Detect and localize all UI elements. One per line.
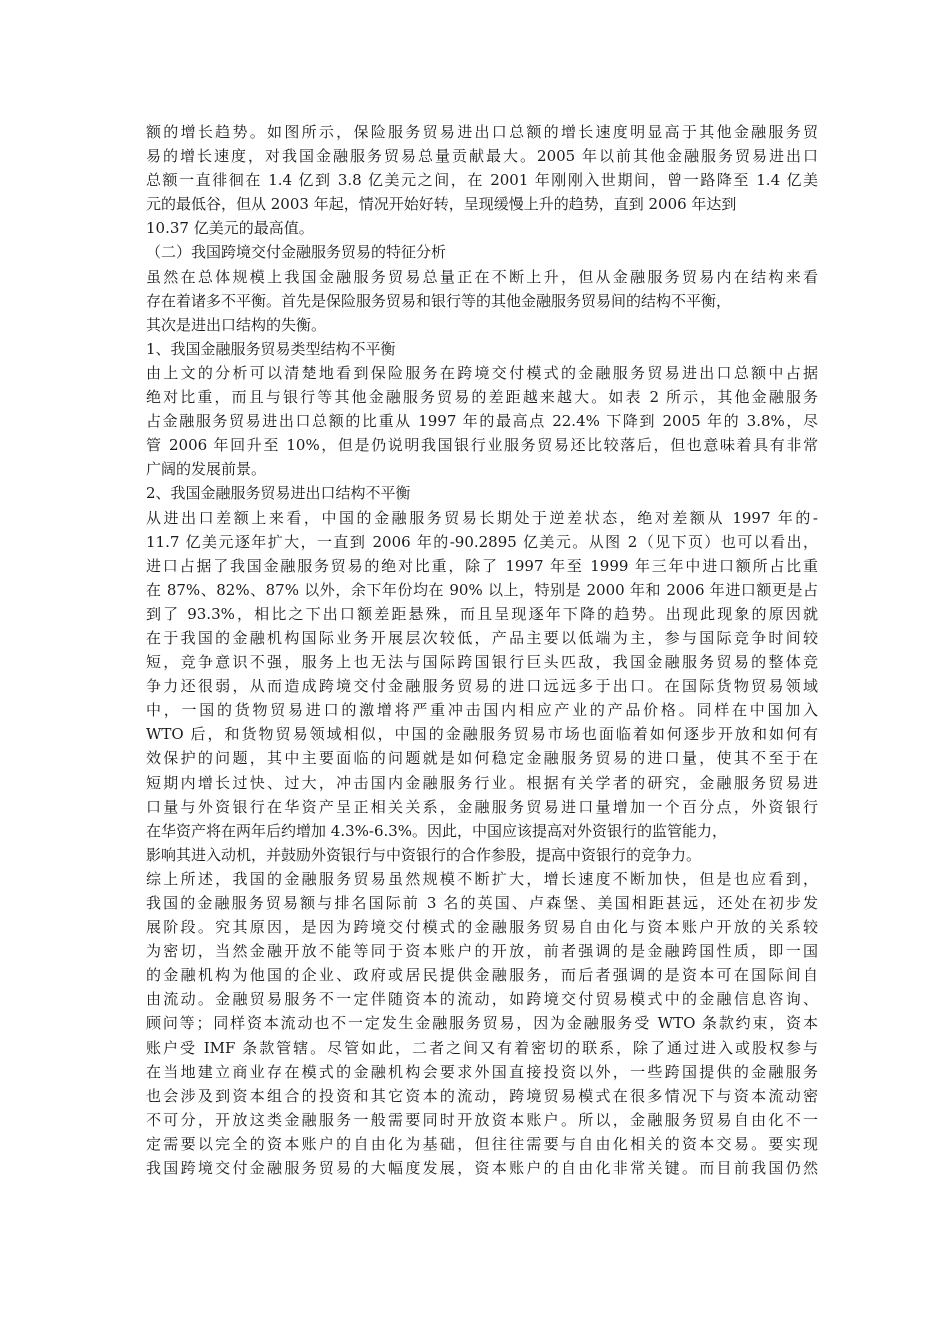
text-line: 账户受 IMF 条款管辖。尽管如此，二者之间又有着密切的联系，除了通过进入或股权参与 bbox=[146, 1038, 818, 1057]
text-line: 在于我国的金融机构国际业务开展层次较低，产品主要以低端为主，参与国际竞争时间较 bbox=[146, 628, 818, 647]
text-line: 绝对比重，而且与银行等其他金融服务贸易的差距越来越大。如表 2 所示，其他金融服务 bbox=[146, 388, 818, 407]
text-line: 在华资产将在两年后约增加 4.3%-6.3%。因此，中国应该提高对外资银行的监管能力， bbox=[146, 821, 728, 840]
text-line: 进口占据了我国金融服务贸易的绝对比重，除了 1997 年至 1999 年三年中进口额所占比重 bbox=[146, 556, 818, 575]
text-line: 不可分，开放这类金融服务一般需要同时开放资本账户。所以，金融服务贸易自由化不一 bbox=[146, 1110, 818, 1129]
text-line: 综上所述，我国的金融服务贸易虽然规模不断扩大，增长速度不断加快，但是也应看到， bbox=[146, 869, 818, 888]
text-line: 在 87%、82%、87% 以外，余下年份均在 90% 以上，特别是 2000 年和 2006 年进口额更是占 bbox=[146, 580, 818, 599]
text-line: 口量与外资银行在华资产呈正相关关系，金融服务贸易进口量增加一个百分点，外资银行 bbox=[146, 797, 818, 816]
text-line: 由流动。金融贸易服务不一定伴随资本的流动，如跨境交付贸易模式中的金融信息咨询、 bbox=[146, 990, 818, 1009]
subsection-heading: 2、我国金融服务贸易进出口结构不平衡 bbox=[146, 484, 411, 503]
text-line: 顾问等；同样资本流动也不一定发生金融服务贸易，因为金融服务受 WTO 条款约束，资本 bbox=[146, 1014, 818, 1033]
text-line: 占金融服务贸易进出口总额的比重从 1997 年的最高点 22.4% 下降到 2005 年的 3.8%，尽 bbox=[146, 412, 818, 431]
text-line: 短，竞争意识不强，服务上也无法与国际跨国银行巨头匹敌，我国金融服务贸易的整体竞 bbox=[146, 653, 818, 672]
text-line: 额的增长趋势。如图所示，保险服务贸易进出口总额的增长速度明显高于其他金融服务贸 bbox=[146, 123, 818, 141]
section-heading: （二）我国跨境交付金融服务贸易的特征分析 bbox=[146, 243, 447, 262]
text-line: 易的增长速度，对我国金融服务贸易总量贡献最大。2005 年以前其他金融服务贸易进出口 bbox=[146, 147, 818, 166]
text-line: 定需要以完全的资本账户的自由化为基础，但往往需要与自由化相关的资本交易。要实现 bbox=[146, 1134, 818, 1153]
text-line: 短期内增长过快、过大，冲击国内金融服务行业。根据有关学者的研究，金融服务贸易进 bbox=[146, 773, 818, 792]
text-line: 11.7 亿美元逐年扩大，一直到 2006 年的-90.2895 亿美元。从图 2（见下页）也可以看出， bbox=[146, 532, 818, 551]
text-line: 广阔的发展前景。 bbox=[146, 460, 267, 479]
text-line: WTO 后，和货物贸易领域相似，中国的金融服务贸易市场也面临着如何逐步开放和如何有 bbox=[146, 725, 818, 744]
text-line: 由上文的分析可以清楚地看到保险服务在跨境交付模式的金融服务贸易进出口总额中占据 bbox=[146, 363, 818, 382]
text-line: 也会涉及到资本组合的投资和其它资本的流动，跨境贸易模式在很多情况下与资本流动密 bbox=[146, 1086, 818, 1105]
text-line: 元的最低谷，但从 2003 年起，情况开始好转，呈现缓慢上升的趋势，直到 2006 年达到 bbox=[146, 195, 737, 214]
text-line: 效保护的问题，其中主要面临的问题就是如何稳定金融服务贸易的进口量，使其不至于在 bbox=[146, 749, 818, 768]
text-line: 展阶段。究其原因，是因为跨境交付模式的金融服务贸易自由化与资本账户开放的关系较 bbox=[146, 918, 818, 937]
text-line: 中，一国的货物贸易进口的激增将严重冲击国内相应产业的产品价格。同样在中国加入 bbox=[146, 701, 818, 720]
text-line: 总额一直徘徊在 1.4 亿到 3.8 亿美元之间，在 2001 年刚刚入世期间，曾一路降至 1.4 亿美 bbox=[146, 171, 818, 190]
text-line: 我国跨境交付金融服务贸易的大幅度发展，资本账户的自由化非常关键。而目前我国仍然 bbox=[146, 1159, 818, 1178]
subsection-heading: 1、我国金融服务贸易类型结构不平衡 bbox=[146, 339, 396, 358]
text-line: 在当地建立商业存在模式的金融机构会要求外国直接投资以外，一些跨国提供的金融服务 bbox=[146, 1062, 818, 1081]
text-line: 10.37 亿美元的最高值。 bbox=[146, 219, 314, 238]
text-line: 存在着诸多不平衡。首先是保险服务贸易和银行等的其他金融服务贸易间的结构不平衡， bbox=[146, 291, 732, 310]
text-line: 为密切，当然金融开放不能等同于资本账户的开放，前者强调的是金融跨国性质，即一国 bbox=[146, 942, 818, 961]
text-line: 的金融机构为他国的企业、政府或居民提供金融服务，而后者强调的是资本可在国际间自 bbox=[146, 966, 818, 985]
text-line: 到了 93.3%，相比之下出口额差距悬殊，而且呈现逐年下降的趋势。出现此现象的原因就 bbox=[146, 604, 818, 623]
text-line: 从进出口差额上来看，中国的金融服务贸易长期处于逆差状态，绝对差额从 1997 年的- bbox=[146, 508, 818, 527]
text-line: 我国的金融服务贸易额与排名国际前 3 名的英国、卢森堡、美国相距甚远，还处在初步发 bbox=[146, 894, 818, 912]
text-line: 争力还很弱，从而造成跨境交付金融服务贸易的进口远远多于出口。在国际货物贸易领域 bbox=[146, 677, 818, 696]
text-line: 虽然在总体规模上我国金融服务贸易总量正在不断上升，但从金融服务贸易内在结构来看 bbox=[146, 267, 818, 286]
document-body bbox=[146, 120, 818, 1180]
text-line: 管 2006 年回升至 10%，但是仍说明我国银行业服务贸易还比较落后，但也意味着具有非常 bbox=[146, 436, 818, 455]
text-line: 影响其进入动机，并鼓励外资银行与中资银行的合作参股，提高中资银行的竞争力。 bbox=[146, 845, 702, 864]
text-line: 其次是进出口结构的失衡。 bbox=[146, 315, 327, 334]
